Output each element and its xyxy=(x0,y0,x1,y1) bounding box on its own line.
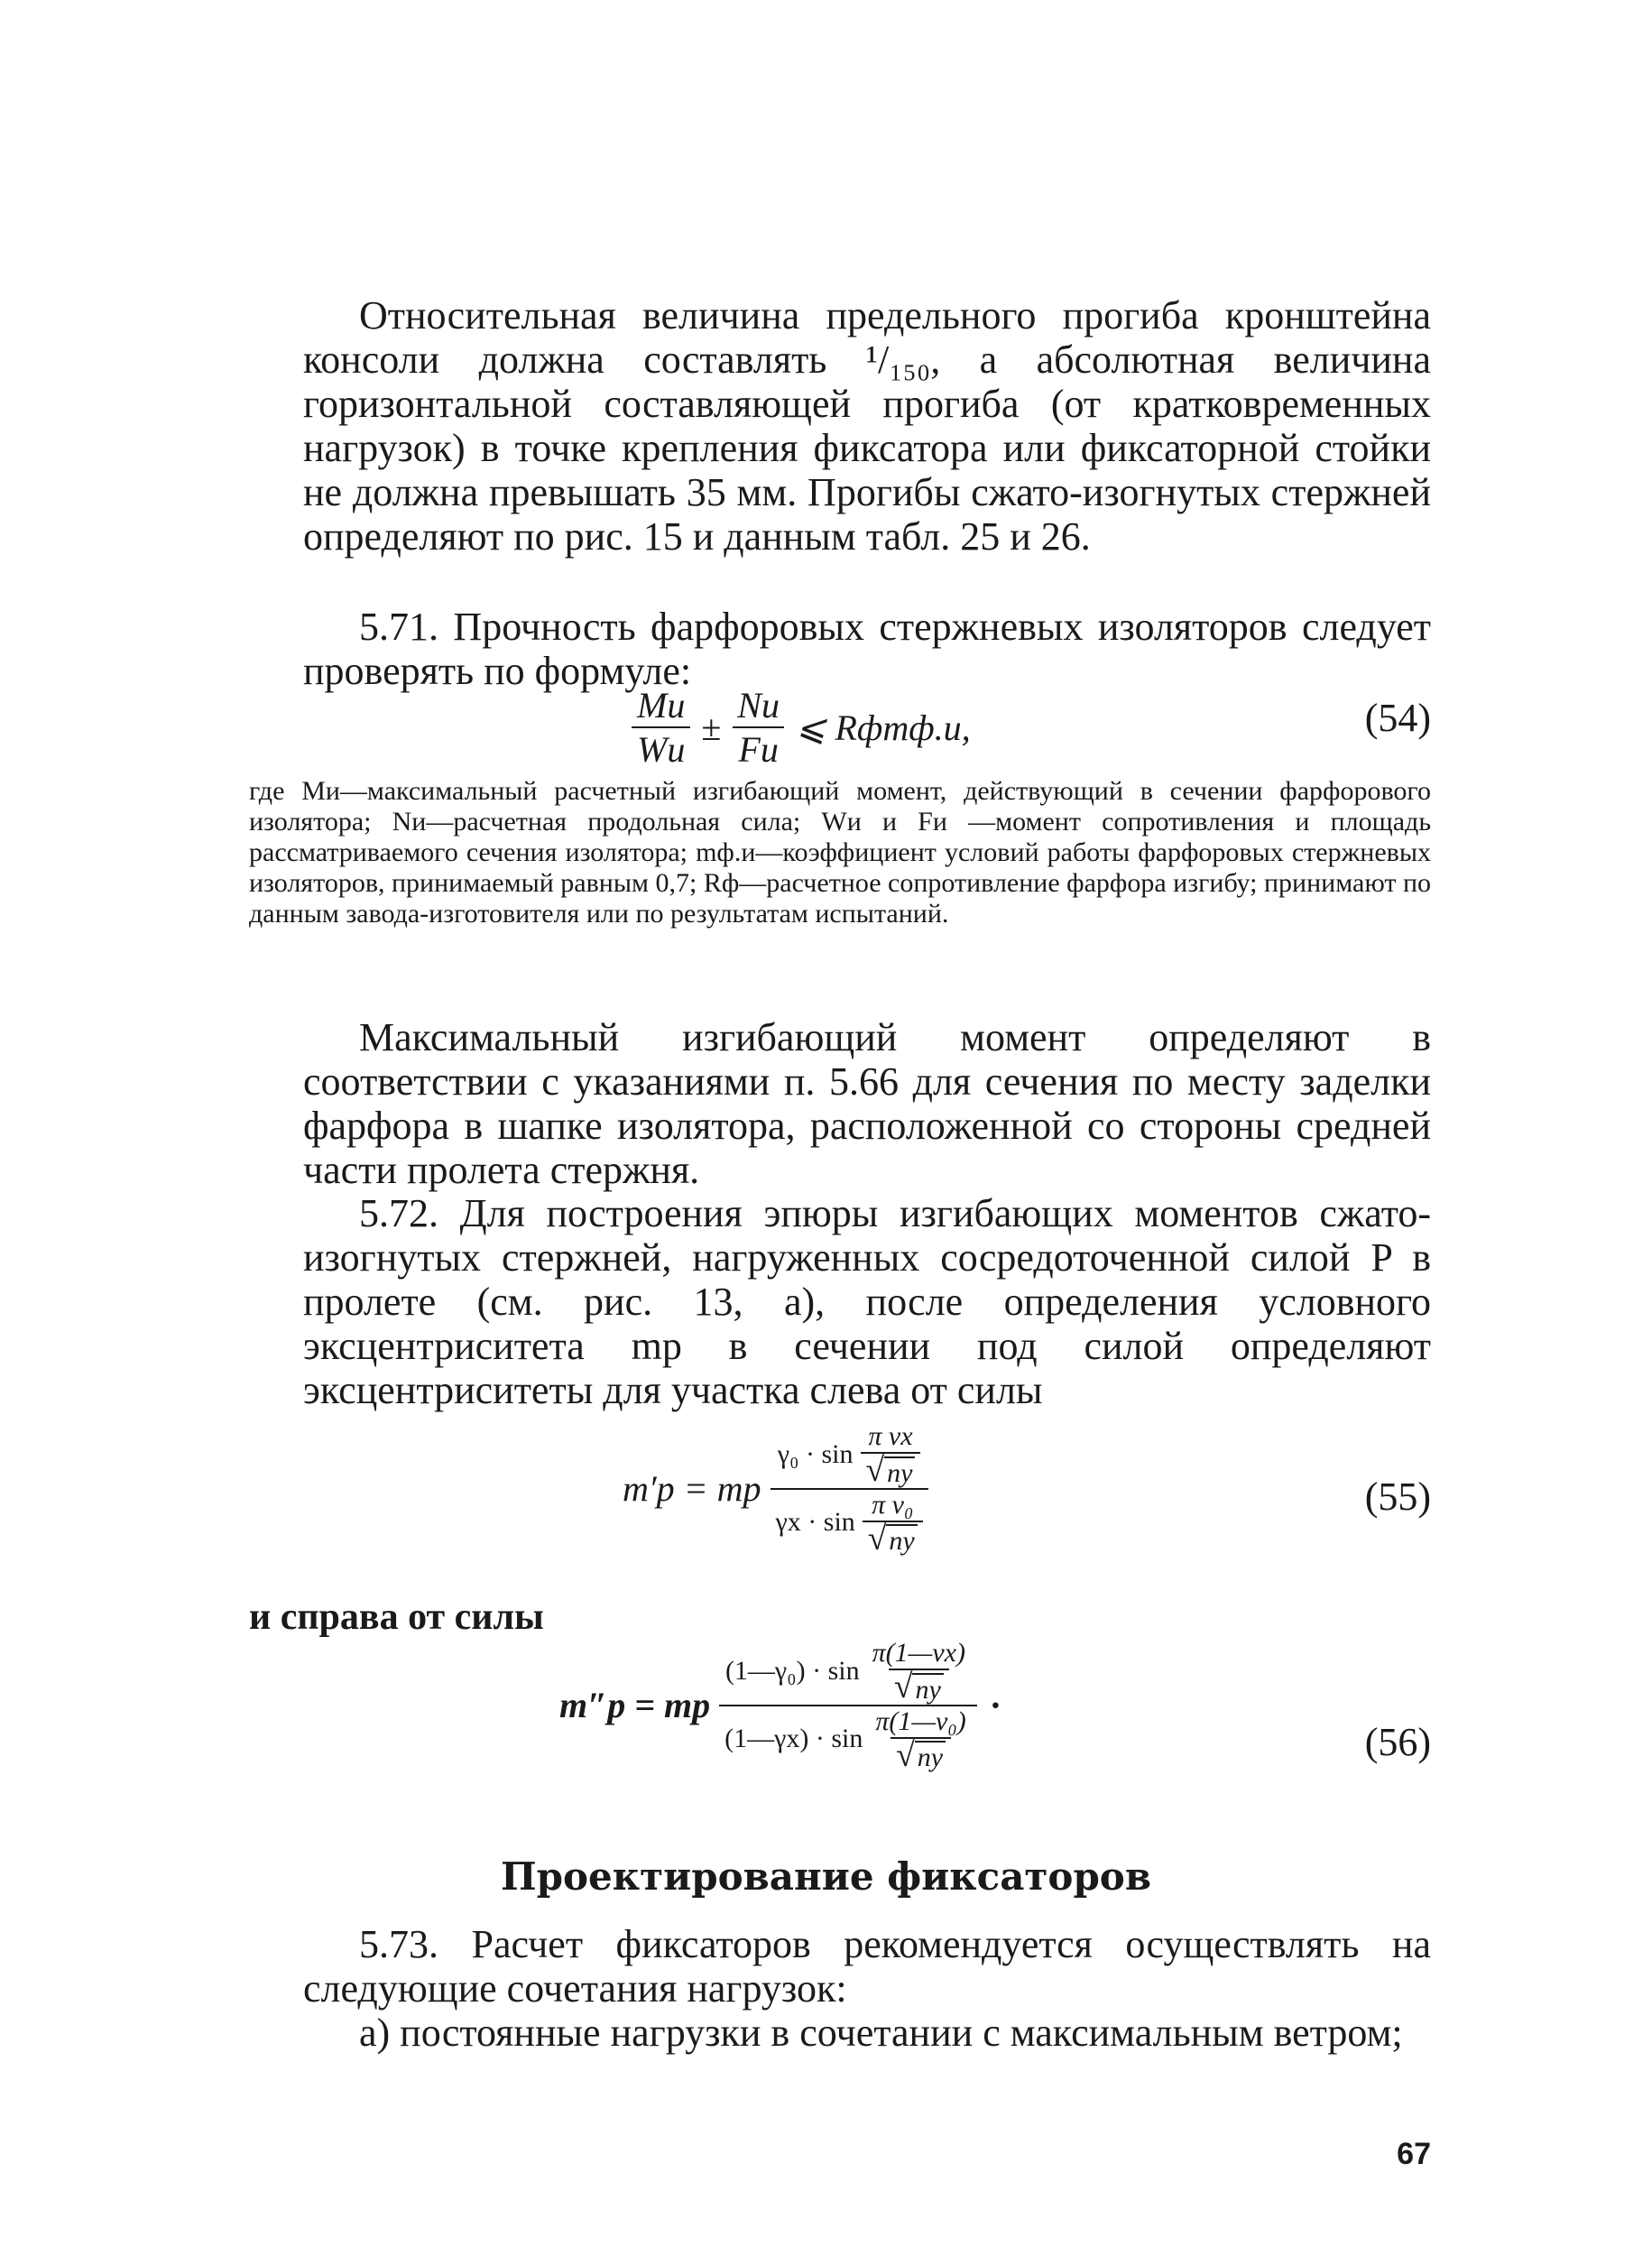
eq56-lhs: m″p = mp xyxy=(559,1685,711,1725)
page-number: 67 xyxy=(1397,2137,1431,2171)
eq55-num-coef: γ₀ · sin xyxy=(777,1438,854,1469)
eq55-den-inner-frac xyxy=(863,1490,923,1557)
paragraph-deflection-text: Относительная величина предельного прогиба кронштейна консоли должна составлять ¹/₁₅₀, а абсолютная величина горизонтальной составляющей прогиба (от кратковременных нагрузок) в точке крепления фиксатора или фиксаторной стойки не должна превышать 35 мм. Прогибы сжато-изогнутых стержней определяют по рис. 15 и данным табл. 25 и 26. xyxy=(303,293,1431,559)
section-heading: Проектирование фиксаторов xyxy=(500,1854,1152,1899)
eq55-den-inner-num: π ν₀ xyxy=(872,1489,914,1520)
paragraph-5-71 xyxy=(303,605,1431,693)
eq54-frac2-num: Nи xyxy=(737,685,780,726)
paragraph-5-72-text: 5.72. Для построения эпюры изгибающих моментов сжато-изогнутых стержней, нагруженных сосредоточенной силой P в пролете (см. рис. 13, а), после определения условного эксцентриситета mp в сечении под силой определяют эксцентриситеты для участка слева от силы xyxy=(303,1191,1431,1412)
paragraph-5-72 xyxy=(303,1191,1431,1412)
eq56-num-inner-num: π(1—νx) xyxy=(872,1638,965,1668)
paragraph-max-moment xyxy=(303,1015,1431,1192)
eq55-num-inner-num: π νx xyxy=(868,1421,913,1451)
equation-56 xyxy=(559,1638,1001,1772)
eq54-frac-force xyxy=(732,684,785,771)
eq56-num-inner-frac xyxy=(867,1638,971,1705)
paragraph-5-73-text: 5.73. Расчет фиксаторов рекомендуется осуществлять на следующие сочетания нагрузок: xyxy=(303,1922,1431,2011)
eq54-rhs: ⩽ Rфmф.и, xyxy=(795,707,971,748)
eq55-den-sqrt: √ ny xyxy=(863,1521,923,1557)
eq55-lhs: m′p = mp xyxy=(623,1468,761,1509)
eq56-num-coef: (1—γ₀) · sin xyxy=(724,1655,860,1686)
eq56-den-coef: (1—γx) · sin xyxy=(724,1724,863,1754)
eq56-den-inner-frac xyxy=(870,1706,971,1773)
eq54-number: (54) xyxy=(1364,696,1431,740)
paragraph-item-a xyxy=(303,2011,1431,2055)
eq55-num-sqrt-arg: ny xyxy=(884,1456,915,1488)
legend-note: где Mи—максимальный расчетный изгибающий момент, действующий в сечении фарфорового изолятора; Nи—расчетная продольная сила; Wи и Fи —момент сопротивления и площадь рассматриваемого сечения изолятора; mф.и—коэффициент условий работы фарфоровых стержневых изоляторов, принимаемый равным 0,7; Rф—расчетное сопротивление фарфора изгибу; принимают по данным завода-изготовителя или по результатам испытаний. xyxy=(249,776,1431,929)
equation-54 xyxy=(632,684,971,771)
eq54-frac2-den: Fи xyxy=(733,726,783,771)
paragraph-item-a-text: а) постоянные нагрузки в сочетании с максимальным ветром; xyxy=(359,2011,1403,2055)
eq56-main-fraction xyxy=(719,1638,977,1772)
eq54-frac-moment xyxy=(632,684,690,771)
eq55-num-sqrt: √ ny xyxy=(861,1452,921,1488)
eq54-frac1-num: Mи xyxy=(637,685,686,726)
eq56-trail: · xyxy=(989,1685,1002,1725)
paragraph-5-71-text: 5.71. Прочность фарфоровых стержневых изоляторов следует проверять по формуле: xyxy=(303,605,1431,693)
eq56-den-sqrt: √ ny xyxy=(891,1737,951,1773)
eq56-den-inner-num: π(1—ν₀) xyxy=(875,1706,966,1736)
paragraph-5-73 xyxy=(303,1922,1431,2011)
eq55-denominator xyxy=(771,1488,928,1557)
eq55-main-fraction xyxy=(771,1421,928,1556)
eq55-number: (55) xyxy=(1364,1475,1431,1519)
eq56-den-sqrt-arg: ny xyxy=(915,1741,946,1772)
eq56-number: (56) xyxy=(1364,1720,1431,1764)
paragraph-max-moment-text: Максимальный изгибающий момент определяют в соответствии с указаниями п. 5.66 для сечения по месту заделки фарфора в шапке изолятора, расположенной со стороны средней части пролета стержня. xyxy=(303,1015,1431,1192)
eq56-num-sqrt-arg: ny xyxy=(912,1673,943,1705)
eq56-num-sqrt: √ ny xyxy=(889,1669,949,1705)
eq56-numerator xyxy=(720,1638,976,1705)
eq55-numerator xyxy=(772,1421,927,1488)
paragraph-deflection xyxy=(303,293,1431,559)
eq56-denominator xyxy=(719,1705,977,1773)
eq54-frac1-den: Wи xyxy=(632,726,690,771)
eq55-den-coef: γx · sin xyxy=(775,1507,855,1538)
right-side-label: и справа от силы xyxy=(249,1596,544,1638)
eq55-den-sqrt-arg: ny xyxy=(886,1524,917,1556)
eq55-num-inner-frac xyxy=(861,1421,921,1488)
eq54-plus-minus: ± xyxy=(701,707,722,748)
equation-55 xyxy=(623,1421,928,1556)
